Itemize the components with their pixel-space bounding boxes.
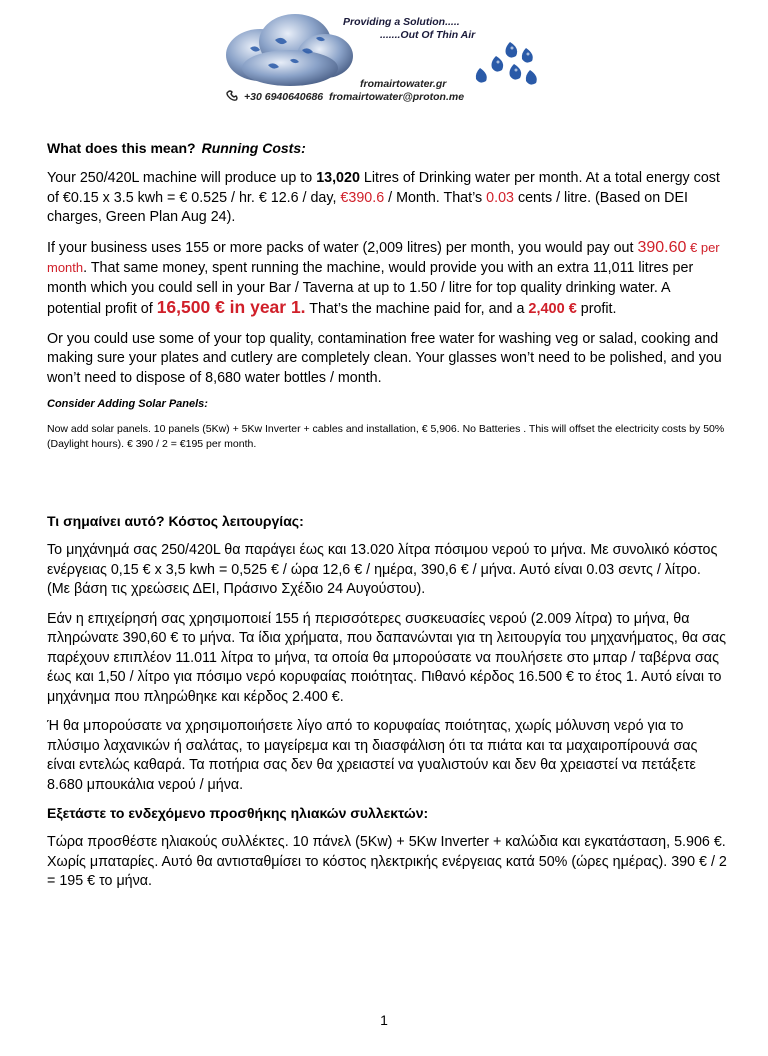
page-number: 1 [380, 1012, 388, 1028]
greek-heading: Τι σημαίνει αυτό? Κόστος λειτουργίας: [47, 513, 304, 529]
company-logo [220, 10, 550, 110]
greek-paragraph-uses: Ή θα μπορούσατε να χρησιμοποιήσετε λίγο από το κορυφαίας ποιότητας, χωρίς μόλυνση νερό για το πλύσιμο λαχανικών ή σαλάτας, το μαγείρεμα και τη διασφάλιση ότι τα πιάτα και τα μαχαιροπίρουνά σας είναι εντελώς καθαρά. Τα ποτήρια σας δεν θα χρειαστεί να γυαλιστούν και δεν θα χρειαστεί να πετάξετε 8.680 μπουκάλια νερού / μήνα. [47, 718, 698, 793]
paragraph-profit: If your business uses 155 or more packs of water (2,009 litres) per month, you would pay out 390.60 € per month. That same money, spent running the machine, would provide you with an extra 11,011 litres per month which you could sell in your Bar / Taverna at up to 1.50 / litre for top quality drinking water. A potential profit of 16,500 € in year 1. That’s the machine paid for, and a 2,400 € profit. [47, 238, 720, 317]
phone-icon [226, 90, 240, 102]
net-profit-value: 2,400 € [528, 301, 577, 317]
greek-solar-text: Τώρα προσθέστε ηλιακούς συλλέκτες. 10 πάνελ (5Kw) + 5Kw Inverter + καλώδια και εγκατάσταση, 5.906 €. Χωρίς μπαταρίες. Αυτό θα αντισταθμίσει το κόστος ηλεκτρικής ενέργειας κατά 50% (ώρες ημέρας). 390 € / 2 = 195 € το μήνα. [47, 834, 727, 889]
greek-solar-heading: Εξετάστε το ενδεχόμενο προσθήκης ηλιακών συλλεκτών: [47, 805, 429, 821]
tagline-line-1: Providing a Solution..... [343, 16, 460, 28]
website-text: fromairtowater.gr [360, 78, 447, 90]
solar-text: Now add solar panels. 10 panels (5Kw) + 5Kw Inverter + cables and installation, € 5,906. No Batteries . This will offset the electricity costs by 50% (Daylight hours). € 390 / 2 = €195 per month. [47, 423, 725, 450]
phone-number: +30 6940640686 [244, 91, 324, 103]
spend-value: 390.60 [637, 238, 687, 256]
greek-section [47, 513, 727, 902]
solar-heading: Consider Adding Solar Panels: [47, 398, 208, 410]
litres-value: 13,020 [316, 170, 360, 186]
email-address: fromairtowater@proton.me [328, 91, 465, 103]
profit-value: 16,500 € in year 1. [156, 297, 306, 317]
english-heading [47, 140, 727, 156]
greek-paragraph-production: Το μηχάνημά σας 250/420L θα παράγει έως και 13.020 λίτρα πόσιμου νερού το μήνα. Με συνολικό κόστος ενέργειας 0,15 € x 3,5 kwh = 0,525 € / ώρα 12,6 € / ημέρα, 390,6 € / μήνα. Αυτό είναι 0.03 σεντς / λίτρο. (Με βάση τις χρεώσεις ΔΕΙ, Πράσινο Σχέδιο 24 Αυγούστου). [47, 542, 718, 597]
cost-per-litre: 0.03 [486, 189, 514, 206]
heading-main: What does this mean? [47, 140, 196, 156]
water-drops-icon [470, 38, 542, 94]
contact-row [226, 90, 464, 103]
paragraph-production: Your 250/420L machine will produce up to 13,020 Litres of Drinking water per month. At a total energy cost of €0.15 x 3.5 kwh = € 0.525 / hr. € 12.6 / day, €390.6 / Month. That’s 0.03 cents / litre. (Based on DEI charges, Green Plan Aug 24). [47, 170, 720, 225]
english-section [47, 140, 727, 452]
heading-sub: Running Costs: [201, 140, 306, 156]
greek-paragraph-profit: Εάν η επιχείρησή σας χρησιμοποιεί 155 ή περισσότερες συσκευασίες νερού (2.009 λίτρα) το μήνα, θα πληρώνατε 390,60 € το μήνα. Τα ίδια χρήματα, που δαπανώνται για τη λειτουργία του μηχανήματος, θα σας παρέχουν επιπλέον 11.011 λίτρα το μήνα, τα οποία θα μπορούσατε να πουλήσετε στο μπαρ / ταβέρνα σας έως και 1,50 / λίτρο για πόσιμο νερό κορυφαίας ποιότητας. Πιθανό κέρδος 16.500 € το έτος 1. Αυτό είναι το μηχάνημα που πληρώθηκε και κέρδος 2.400 €. [47, 610, 727, 705]
cloud-logo-icon [220, 10, 360, 90]
monthly-cost: €390.6 [340, 189, 385, 206]
paragraph-uses: Or you could use some of your top quality, contamination free water for washing veg or salad, cooking and making sure your plates and cutlery are completely clean. Your glasses won’t need to be polished, and you won’t need to dispose of 8,680 water bottles / month. [47, 330, 722, 386]
tagline-line-2: .......Out Of Thin Air [380, 29, 476, 41]
